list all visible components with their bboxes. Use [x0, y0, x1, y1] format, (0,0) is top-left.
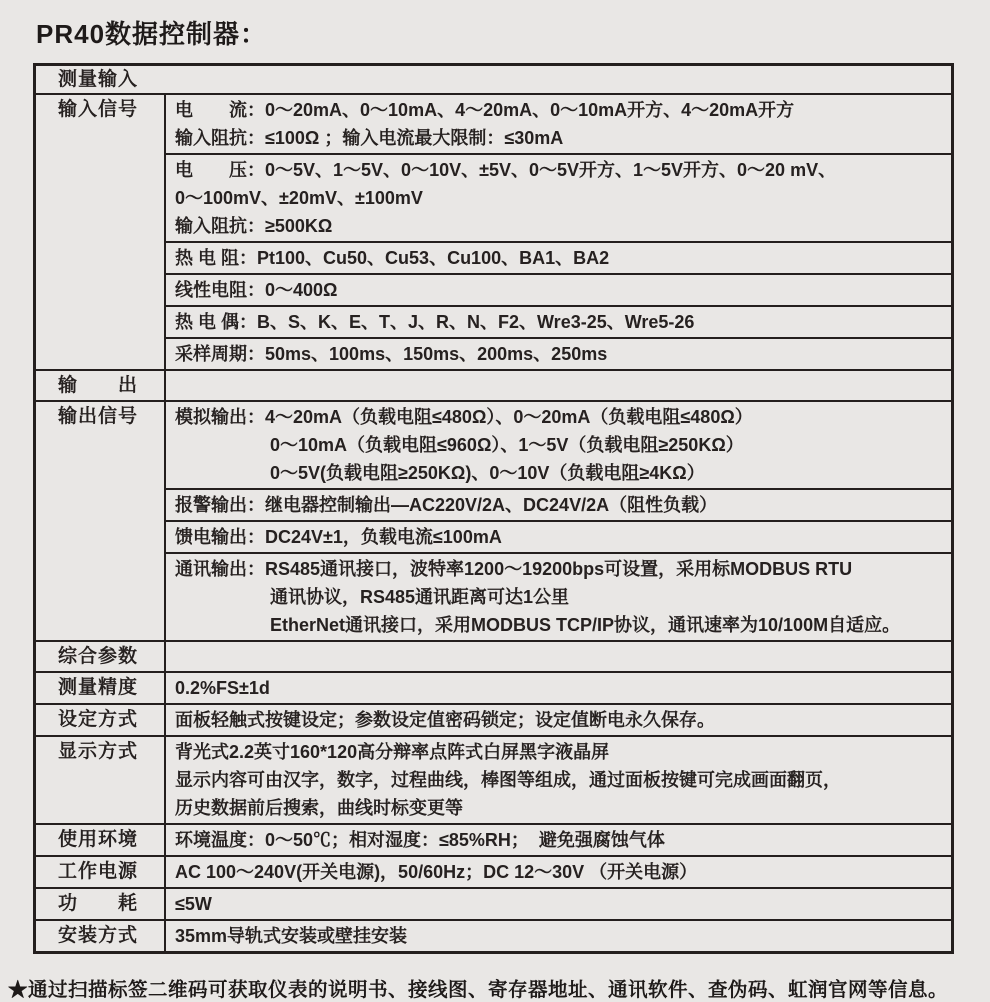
spec-line: 输入阻抗：≤100Ω ；输入电流最大限制：≤30mA — [175, 128, 564, 148]
section-label: 输 出 — [36, 371, 166, 400]
spec-line: 0～10mA（负载电阻≤960Ω）、1～5V（负载电阻≥250KΩ） — [270, 435, 744, 455]
spec-line: 采样周期：50ms、100ms、150ms、200ms、250ms — [175, 344, 608, 364]
row-content — [166, 737, 951, 823]
table-row-accuracy — [36, 671, 951, 703]
table-row-display-method — [36, 735, 951, 823]
spec-block-linear-resistance — [166, 273, 951, 305]
spec-line: 馈电输出：DC24V±1，负载电流≤100mA — [175, 527, 502, 547]
spec-line: 历史数据前后搜索，曲线时标变更等 — [175, 798, 463, 818]
spec-line: 0～100mV、±20mV、±100mV — [175, 188, 423, 208]
footer-note: ★通过扫描标签二维码可获取仪表的说明书、接线图、寄存器地址、通讯软件、查伪码、虹润官网等信息。 — [8, 979, 949, 1001]
row-label: 显示方式 — [36, 737, 166, 823]
table-row-installation — [36, 919, 951, 951]
spec-block-thermocouple — [166, 305, 951, 337]
spec-line: 背光式2.2英寸160*120高分辩率点阵式白屏黑字液晶屏 — [175, 742, 610, 762]
section-label: 综合参数 — [36, 642, 166, 671]
row-label: 功 耗 — [36, 889, 166, 919]
spec-block-voltage — [166, 153, 951, 241]
table-row-output-section — [36, 369, 951, 400]
table-row-general-params-section — [36, 640, 951, 671]
spec-line: 35mm导轨式安装或壁挂安装 — [175, 926, 408, 946]
spec-line: 0～5V(负载电阻≥250KΩ)、0～10V（负载电阻≥4KΩ） — [270, 463, 705, 483]
spec-block-installation — [166, 921, 951, 951]
spec-line: 报警输出：继电器控制输出—AC220V/2A、DC24V/2A（阻性负载） — [175, 495, 718, 515]
row-label: 输出信号 — [36, 402, 166, 640]
row-content — [166, 705, 951, 735]
spec-block-feed-output — [166, 520, 951, 552]
spec-block-analog-output — [166, 402, 951, 488]
table-row-power-consumption — [36, 887, 951, 919]
spec-block-sampling-period — [166, 337, 951, 369]
table-row-setting-method — [36, 703, 951, 735]
spec-line: 模拟输出：4～20mA（负载电阻≤480Ω）、0～20mA（负载电阻≤480Ω） — [175, 407, 753, 427]
row-content — [166, 95, 951, 369]
table-row-power-supply — [36, 855, 951, 887]
spec-block-power — [166, 857, 951, 887]
row-label: 使用环境 — [36, 825, 166, 855]
row-label: 工作电源 — [36, 857, 166, 887]
spec-line: 热 电 偶：B、S、K、E、T、J、R、N、F2、Wre3-25、Wre5-26 — [175, 312, 695, 332]
row-label: 安装方式 — [36, 921, 166, 951]
page-title: PR40数据控制器： — [36, 19, 268, 49]
spec-block-current — [166, 95, 951, 153]
row-content — [166, 889, 951, 919]
spec-line: AC 100～240V(开关电源)，50/60Hz；DC 12～30V （开关电源） — [175, 862, 698, 882]
spec-line: 通讯协议，RS485通讯距离可达1公里 — [270, 587, 570, 607]
spec-line: 输入阻抗：≥500KΩ — [175, 216, 333, 236]
spec-line: 环境温度：0～50℃；相对湿度：≤85%RH； 避免强腐蚀气体 — [175, 830, 665, 850]
row-label: 设定方式 — [36, 705, 166, 735]
row-content — [166, 402, 951, 640]
table-row-environment — [36, 823, 951, 855]
spec-line: EtherNet通讯接口，采用MODBUS TCP/IP协议，通讯速率为10/100M自适应。 — [270, 615, 901, 635]
spec-block-accuracy — [166, 673, 951, 703]
table-row-measure-input — [36, 66, 951, 93]
spec-block-consumption — [166, 889, 951, 919]
spec-block-display — [166, 737, 951, 823]
spec-line: 电 压：0～5V、1～5V、0～10V、±5V、0～5V开方、1～5V开方、0～20 mV、 — [175, 160, 837, 180]
table-row-output-signal — [36, 400, 951, 640]
spec-table — [33, 63, 954, 954]
spec-block-alarm-output — [166, 488, 951, 520]
spec-line: 电 流：0～20mA、0～10mA、4～20mA、0～10mA开方、4～20mA开方 — [175, 100, 795, 120]
spec-line: 热 电 阻：Pt100、Cu50、Cu53、Cu100、BA1、BA2 — [175, 248, 610, 268]
row-label: 测量精度 — [36, 673, 166, 703]
spec-line: 通讯输出：RS485通讯接口，波特率1200～19200bps可设置，采用标MODBUS RTU — [175, 559, 853, 579]
row-content — [166, 857, 951, 887]
spec-line: 显示内容可由汉字，数字，过程曲线，棒图等组成，通过面板按键可完成画面翻页， — [175, 770, 841, 790]
row-content — [166, 825, 951, 855]
spec-block-setting — [166, 705, 951, 735]
spec-block-comm-output — [166, 552, 951, 640]
row-content-empty — [166, 371, 951, 400]
row-content — [166, 673, 951, 703]
row-content — [166, 921, 951, 951]
table-row-input-signal — [36, 93, 951, 369]
row-content-empty — [166, 642, 951, 671]
spec-block-environment — [166, 825, 951, 855]
spec-line: ≤5W — [175, 894, 212, 914]
row-label: 输入信号 — [36, 95, 166, 369]
spec-block-rtd — [166, 241, 951, 273]
section-label: 测量输入 — [58, 69, 139, 90]
spec-line: 线性电阻：0～400Ω — [175, 280, 338, 300]
spec-line: 面板轻触式按键设定；参数设定值密码锁定；设定值断电永久保存。 — [175, 710, 715, 730]
spec-line: 0.2%FS±1d — [175, 678, 270, 698]
